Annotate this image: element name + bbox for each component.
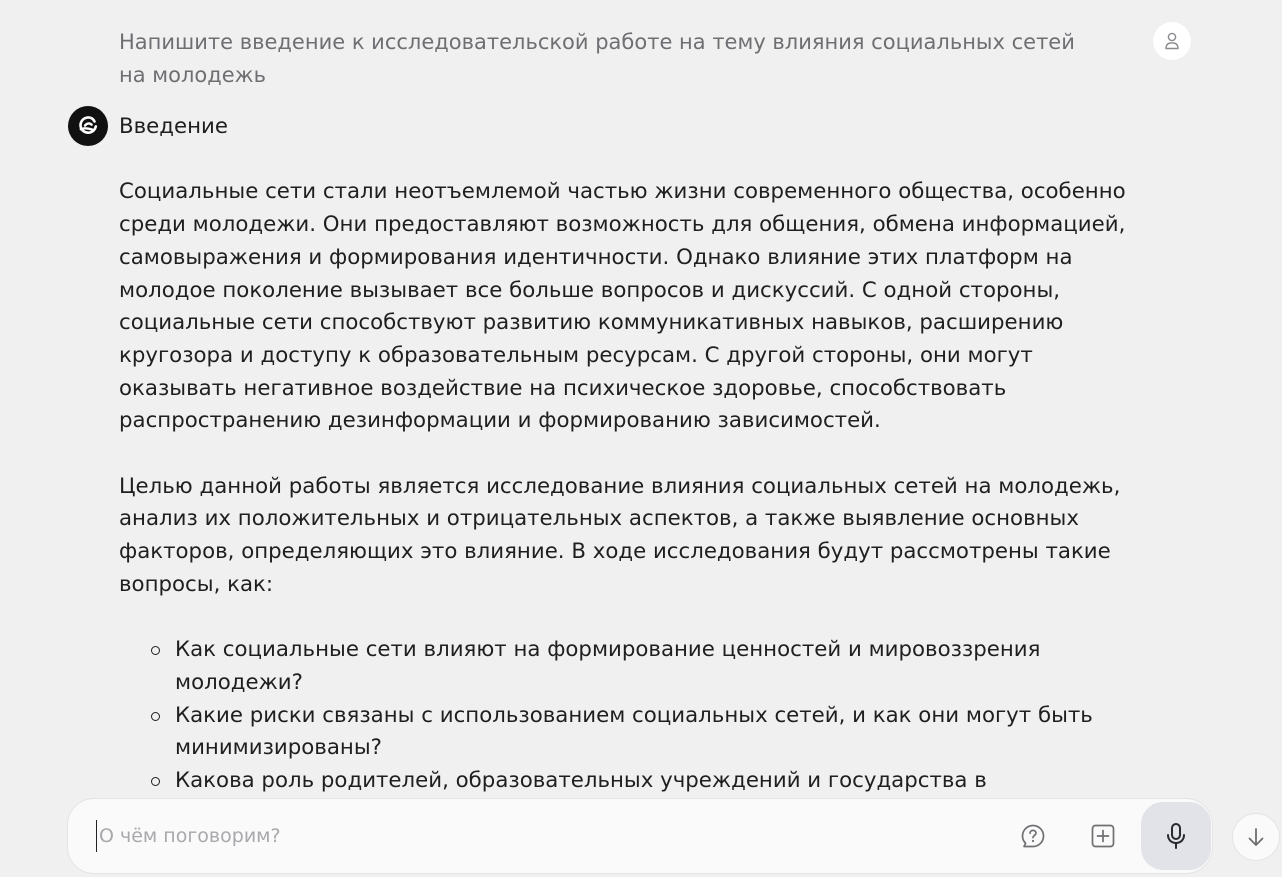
assistant-logo-icon <box>74 112 102 140</box>
message-composer <box>68 799 1212 873</box>
help-button[interactable] <box>1013 816 1053 856</box>
microphone-icon <box>1164 822 1188 850</box>
user-avatar[interactable] <box>1153 22 1191 60</box>
answer-heading: Введение <box>119 114 228 139</box>
plus-square-icon <box>1090 823 1116 849</box>
answer-paragraph: Социальные сети стали неотъемлемой частью жизни современного общества, особенно среди молодежи. Они предоставляют возможность для общения, обмена информацией, самовыражения и формирования идентичности. Однако влияние этих платформ на молодое поколение вызывает все больше вопросов и дискуссий. С одной стороны, социальные сети способствуют развитию коммуникативных навыков, расширению кругозора и доступу к образовательным ресурсам. С другой стороны, они могут оказывать негативное воздействие на психическое здоровье, способствовать распространению дезинформации и формированию зависимостей. <box>119 179 1126 434</box>
message-input[interactable] <box>96 820 979 852</box>
arrow-down-icon <box>1245 826 1267 848</box>
voice-input-button[interactable] <box>1141 802 1211 870</box>
list-item: Какие риски связаны с использованием социальных сетей, и как они могут быть минимизированы? <box>175 700 1149 765</box>
answer-paragraph: Целью данной работы является исследование влияния социальных сетей на молодежь, анализ их положительных и отрицательных аспектов, а также выявление основных факторов, определяющих это влияние. В ходе исследования будут рассмотрены такие вопросы, как: <box>119 473 1121 597</box>
attach-button[interactable] <box>1083 816 1123 856</box>
user-message: Напишите введение к исследовательской работе на тему влияния социальных сетей на молодежь <box>119 30 1075 87</box>
list-item: Какова роль родителей, образовательных учреждений и государства в <box>175 765 1149 830</box>
scroll-down-button[interactable] <box>1233 814 1279 860</box>
list-item: Как социальные сети влияют на формирование ценностей и мировоззрения молодежи? <box>175 634 1149 699</box>
assistant-avatar <box>68 106 108 146</box>
assistant-message <box>119 111 1149 830</box>
question-bubble-icon <box>1020 823 1046 849</box>
user-icon <box>1164 32 1180 50</box>
